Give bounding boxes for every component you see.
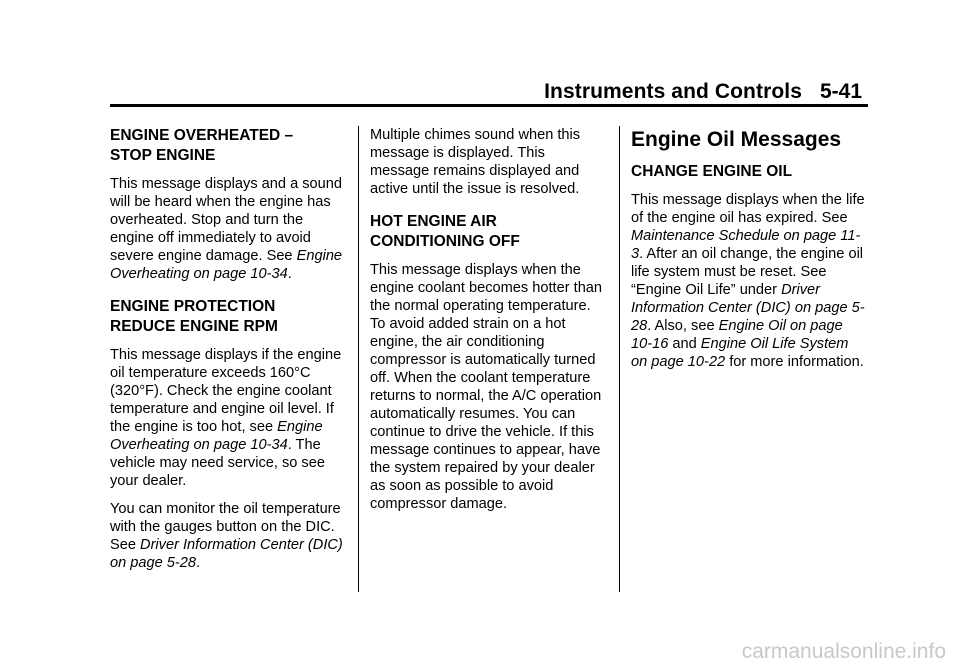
cross-reference: Maintenance Schedule on page 11-3 xyxy=(631,228,861,262)
paragraph: You can monitor the oil temperature with the gauges button on the DIC. See Driver Information Center (DIC) on page 5-28. xyxy=(110,501,343,571)
section-heading-engine-oil-messages: Engine Oil Messages xyxy=(631,128,842,151)
cross-reference: Engine Oil Life System on page 10-22 xyxy=(631,336,849,370)
header-rule xyxy=(110,104,868,107)
section-title: Instruments and Controls xyxy=(544,80,802,103)
heading-change-engine-oil: CHANGE ENGINE OIL xyxy=(631,163,793,180)
heading-hot-engine-air: HOT ENGINE AIR CONDITIONING OFF xyxy=(370,213,520,250)
cross-reference: Engine Overheating on page 10-34 xyxy=(110,248,343,282)
cross-reference: Engine Oil on page 10-16 xyxy=(631,318,843,352)
paragraph: Multiple chimes sound when this message is displayed. This message remains displayed and active until the issue is resolved. xyxy=(370,127,581,197)
column-right xyxy=(631,126,866,381)
heading-engine-protection: ENGINE PROTECTION REDUCE ENGINE RPM xyxy=(110,298,278,335)
column-divider xyxy=(358,126,359,592)
cross-reference: Engine Overheating on page 10-34 xyxy=(110,419,323,453)
page-header xyxy=(0,0,960,104)
page-number: 5-41 xyxy=(819,80,862,103)
cross-reference: Driver Information Center (DIC) on page 5-28 xyxy=(110,537,343,571)
column-left xyxy=(110,126,345,582)
paragraph: This message displays when the engine coolant becomes hotter than the normal operating temperature. To avoid added strain on a hot engine, the air conditioning compressor is automatically turned off. When the coolant temperature returns to normal, the A/C operation automatically resumes. You can continue to drive the vehicle. If this message continues to appear, have the system repaired by your dealer as soon as possible to avoid compressor damage. xyxy=(370,262,603,512)
watermark: carmanualsonline.info xyxy=(741,640,946,663)
cross-reference: Driver Information Center (DIC) on page 5-28 xyxy=(631,282,865,334)
column-middle xyxy=(370,126,605,523)
column-divider xyxy=(619,126,620,592)
heading-engine-overheated: ENGINE OVERHEATED – STOP ENGINE xyxy=(110,127,294,164)
paragraph: This message displays if the engine oil temperature exceeds 160°C (320°F). Check the engine coolant temperature and engine oil level. If the engine is too hot, see Engine Overheating on page 10-34. The vehicle may need service, so see your dealer. xyxy=(110,347,342,489)
paragraph: This message displays and a sound will be heard when the engine has overheated. Stop and turn the engine off immediately to avoid severe engine damage. See Engine Overheating on page 10-34. xyxy=(110,176,343,282)
paragraph: This message displays when the life of the engine oil has expired. See Maintenance Schedule on page 11-3. After an oil change, the engine oil life system must be reset. See “Engine Oil Life” under Driver Information Center (DIC) on page 5-28. Also, see Engine Oil on page 10-16 and Engine Oil Life System on page 10-22 for more information. xyxy=(631,192,865,370)
